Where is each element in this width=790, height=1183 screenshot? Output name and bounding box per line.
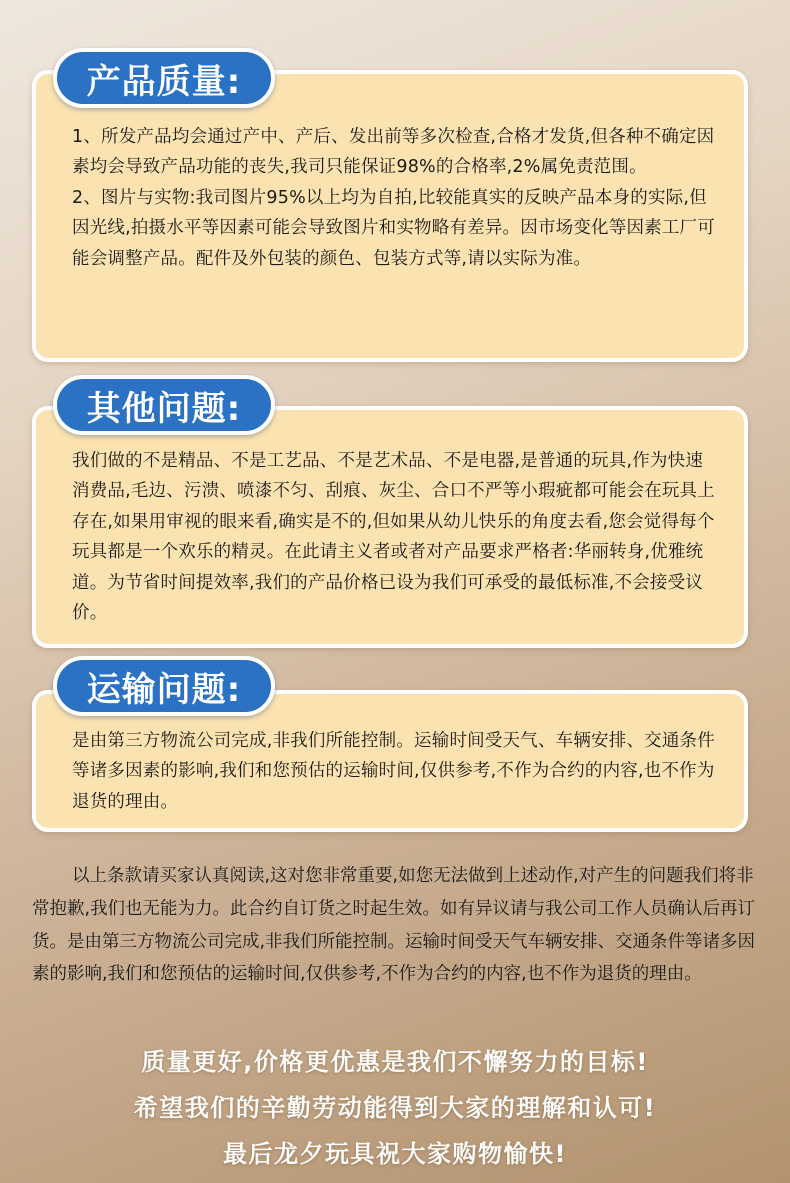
section-title: 运输问题: [86,669,242,710]
section-other-issues-panel [32,406,748,648]
section-product-quality-panel [32,70,748,362]
section-paragraph: 2、图片与实物:我司图片95%以上均为自拍,比较能真实的反映产品本身的实际,但因光线,拍摄水平等因素可能会导致图片和实物略有差异。因市场变化等因素工厂可能会调整产品。配件及外包装的颜色、包装方式等,请以实际为准。 [72,187,715,269]
section-paragraph: 我们做的不是精品、不是工艺品、不是艺术品、不是电器,是普通的玩具,作为快速消费品,毛边、污溃、喷漆不匀、刮痕、灰尘、合口不严等小瑕疵都可能会在玩具上存在,如果用审视的眼来看,确实是不的,但如果从幼儿快乐的角度去看,您会觉得每个玩具都是一个欢乐的精灵。在此请主义者或者对产品要求严格者:华丽转身,优雅统道。为节省时间提效率,我们的产品价格已设为我们可承受的最低标准,不会接受议价。 [72,451,715,624]
section-title: 其他问题: [86,388,242,429]
slogan-line: 最后龙夕玩具祝大家购物愉快! [223,1140,567,1168]
section-title-pill [53,375,275,435]
section-title: 产品质量: [86,61,242,102]
section-title-pill [53,656,275,716]
section-paragraph: 1、所发产品均会通过产中、产后、发出前等多次检查,合格才发货,但各种不确定因素均会导致产品功能的丧失,我司只能保证98%的合格率,2%属免责范围。 [72,127,715,178]
slogan-line: 质量更好,价格更优惠是我们不懈努力的目标! [141,1048,649,1076]
section-shipping-text [72,726,720,817]
section-paragraph: 是由第三方物流公司完成,非我们所能控制。运输时间受天气、车辆安排、交通条件等诸多因素的影响,我们和您预估的运输时间,仅供参考,不作为合约的内容,也不作为退货的理由。 [72,731,715,812]
slogan-line: 希望我们的辛勤劳动能得到大家的理解和认可! [133,1094,657,1122]
section-title-pill [53,48,275,108]
section-product-quality-text [72,122,720,274]
footer-notice: 以上条款请买家认真阅读,这对您非常重要,如您无法做到上述动作,对产生的问题我们将非常抱歉,我们也无能为力。此合约自订货之时起生效。如有异议请与我公司工作人员确认后再订货。是由第三方物流公司完成,非我们所能控制。运输时间受天气车辆安排、交通条件等诸多因素的影响,我们和您预估的运输时间,仅供参考,不作为合约的内容,也不作为退货的理由。 [32,866,756,985]
section-other-issues-text [72,446,720,628]
